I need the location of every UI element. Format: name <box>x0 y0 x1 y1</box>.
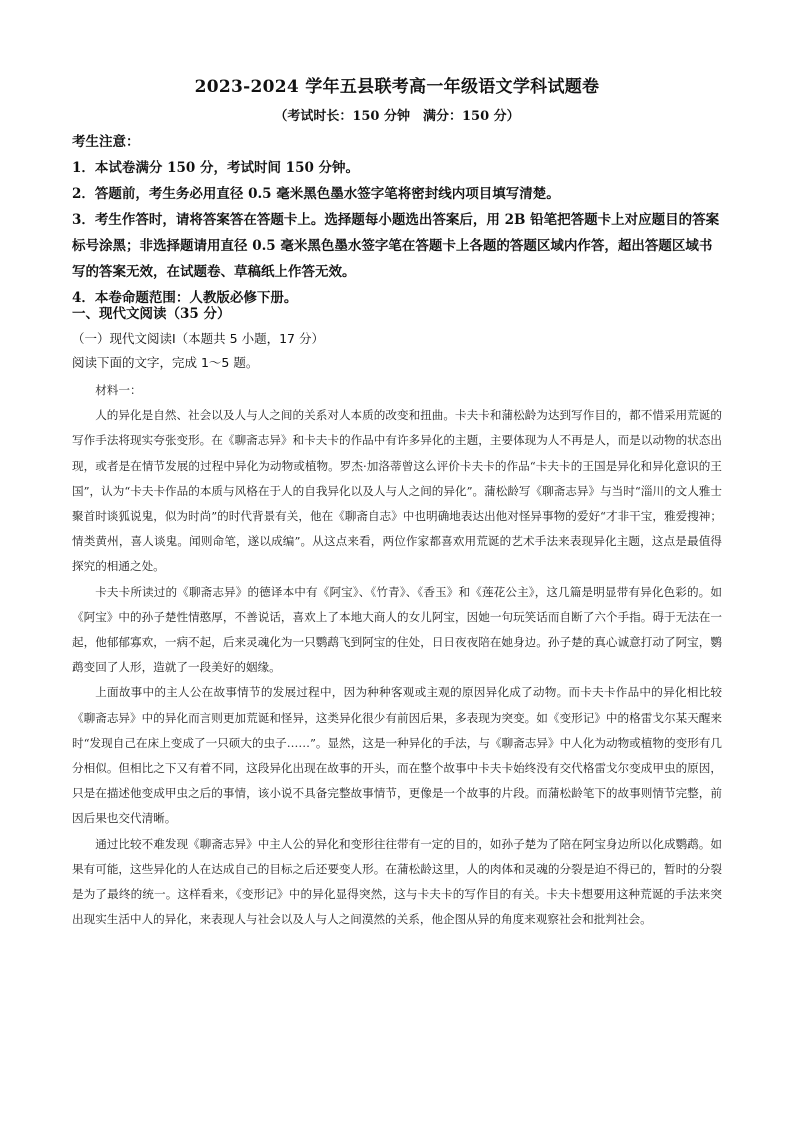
exam-title: 2023-2024 学年五县联考高一年级语文学科试题卷 <box>194 77 600 97</box>
part-heading: （一）现代文阅读Ⅰ（本题共 5 小题，17 分） <box>72 331 324 346</box>
candidate-notes <box>72 129 722 311</box>
notes-heading: 考生注意： <box>72 134 140 150</box>
material-paragraph: 人的异化是自然、社会以及人与人之间的关系对人本质的改变和扭曲。卡夫卡和蒲松龄为达到写作目的，都不惜采用荒诞的写作手法将现实夸张变形。在《聊斋志异》和卡夫卡的作品中有许多异化的主题，主要体现为人不再是人，而是以动物的状态出现，或者是在情节发展的过程中异化为动物或植物。罗杰·加洛蒂曾这么评价卡夫卡的作品“卡夫卡的王国是异化和异化意识的王国”，认为“卡夫卡作品的本质与风格在于人的自我异化以及人与人之间的异化”。蒲松龄写《聊斋志异》与当时“淄川的文人雅士聚首时谈狐说鬼，似为时尚”的时代背景有关，他在《聊斋自志》中也明确地表达出他对怪异事物的爱好“才非干宝，雅爱搜神；情类黄州，喜人谈鬼。闻则命笔，遂以成编”。从这点来看，两位作家都喜欢用荒诞的艺术手法来表现异化主题，这点是最值得探究的相通之处。 <box>72 408 722 574</box>
material-paragraph: 卡夫卡所读过的《聊斋志异》的德译本中有《阿宝》、《竹青》、《香玉》和《莲花公主》，这几篇是明显带有异化色彩的。如《阿宝》中的孙子楚性情憨厚，不善说话，喜欢上了本地大商人的女儿阿宝，因她一句玩笑话而自断了六个手指。碍于无法在一起，他郁郁寡欢，一病不起，后来灵魂化为一只鹦鹉飞到阿宝的住处，日日夜夜陪在她身边。孙子楚的真心诚意打动了阿宝，鹦鹉变回了人形，造就了一段美好的姻缘。 <box>72 584 722 675</box>
reading-material <box>72 378 722 932</box>
note-item: 2．答题前，考生务必用直径 0.5 毫米黑色墨水签字笔将密封线内项目填写清楚。 <box>72 186 560 202</box>
reading-instruction: 阅读下面的文字，完成 1～5 题。 <box>72 355 259 370</box>
exam-subtitle: （考试时长：150 分钟 满分：150 分） <box>274 109 520 124</box>
material-paragraph: 通过比较不难发现《聊斋志异》中主人公的异化和变形往往带有一定的目的，如孙子楚为了陪在阿宝身边所以化成鹦鹉。如果有可能，这些异化的人在达成自己的目标之后还要变人形。在蒲松龄这里，人的肉体和灵魂的分裂是迫不得已的，暂时的分裂是为了最终的统一。这样看来，《变形记》中的异化显得突然，这与卡夫卡的写作目的有关。卡夫卡想要用这种荒诞的手法来突出现实生活中人的异化，来表现人与社会以及人与人之间漠然的关系，他企图从异的角度来观察社会和批判社会。 <box>72 836 722 927</box>
section-heading: 一、现代文阅读（35 分） <box>72 306 231 322</box>
note-item: 4．本卷命题范围：人教版必修下册。 <box>72 290 298 306</box>
material-label: 材料一： <box>95 383 142 397</box>
note-item: 1．本试卷满分 150 分，考试时间 150 分钟。 <box>72 160 360 176</box>
material-paragraph: 上面故事中的主人公在故事情节的发展过程中，因为种种客观或主观的原因异化成了动物。而卡夫卡作品中的异化相比较《聊斋志异》中的异化而言则更加荒诞和怪异，这类异化很少有前因后果，多表现为突变。如《变形记》中的格雷戈尔某天醒来时“发现自己在床上变成了一只硕大的虫子……”。显然，这是一种异化的手法，与《聊斋志异》中人化为动物或植物的变形有几分相似。但相比之下又有着不同，这段异化出现在故事的开头，而在整个故事中卡夫卡始终没有交代格雷戈尔变成甲虫的原因，只是在描述他变成甲虫之后的事情，该小说不具备完整故事情节，更像是一个故事的片段。而蒲松龄笔下的故事则情节完整，前因后果也交代清晰。 <box>72 685 722 826</box>
note-item: 3．考生作答时，请将答案答在答题卡上。选择题每小题选出答案后，用 2B 铅笔把答题卡上对应题目的答案标号涂黑；非选择题请用直径 0.5 毫米黑色墨水签字笔在答题卡上各题的答题区域内作答，超出答题区域书写的答案无效，在试题卷、草稿纸上作答无效。 <box>72 212 720 280</box>
